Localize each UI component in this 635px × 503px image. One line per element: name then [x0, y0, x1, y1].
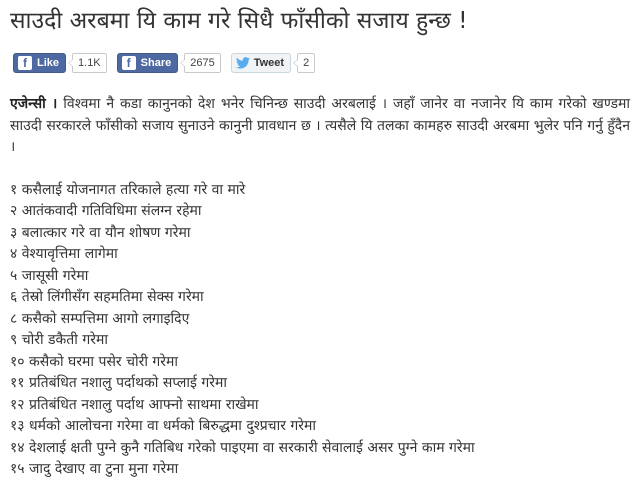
- facebook-like-count: 1.1K: [72, 53, 107, 73]
- article-body: [10, 94, 630, 481]
- list-item: ४ वेश्यावृत्तिमा लागेमा: [10, 246, 118, 262]
- list-item: २ आतंकवादी गतिविधिमा संलग्न रहेमा: [10, 203, 202, 219]
- facebook-icon: f: [122, 56, 136, 70]
- tweet-button[interactable]: [231, 53, 291, 73]
- list-item: ५ जासूसी गरेमा: [10, 267, 89, 284]
- twitter-bird-icon: [236, 57, 250, 69]
- tweet-label: Tweet: [253, 57, 285, 69]
- intro-text: विश्वमा नै कडा कानुनको देश भनेर चिनिन्छ साउदी अरबलाई । जहाँ जानेर वा नजानेर यि काम गरेको खण्डमा साउदी सरकारले फाँसीको सजाय सुनाउने कानुनी प्रावधान छ । त्यसैले यि तलका कामहरु साउदी अरबमा भुलेर पनि गर्नु हुँदैन ।: [10, 96, 630, 155]
- list-item: १ कसैलाई योजनागत तरिकाले हत्या गरे वा मारे: [10, 181, 246, 198]
- list-item: १४ देशलाई क्षती पुग्ने कुनै गतिबिध गरेको पाइएमा वा सरकारी सेवालाई असर पुग्ने काम गरेमा: [10, 439, 475, 456]
- share-bar: [13, 53, 315, 73]
- tweet-group: [231, 53, 315, 73]
- list-item: ११ प्रतिबंधित नशालु पर्दाथको सप्लाई गरेमा: [10, 375, 227, 391]
- list-item: ९ चोरी डकैती गरेमा: [10, 332, 108, 348]
- tweet-count: 2: [297, 53, 315, 73]
- article-intro: [10, 94, 630, 159]
- list-item: १५ जादु देखाए वा टुना मुना गरेमा: [10, 461, 179, 477]
- list-item: १२ प्रतिबंधित नशालु पर्दाथ आफ्नो साथमा राखेमा: [10, 396, 259, 413]
- list-item: ८ कसैको सम्पत्तिमा आगो लगाइदिए: [10, 310, 190, 327]
- facebook-icon: f: [18, 56, 32, 70]
- facebook-like-button[interactable]: [13, 53, 66, 73]
- list-item: १० कसैको घरमा पसेर चोरी गरेमा: [10, 353, 179, 370]
- offense-list: [10, 180, 630, 481]
- facebook-share-count: 2675: [184, 53, 220, 73]
- fb-share-group: [117, 53, 221, 73]
- facebook-share-label: Share: [140, 57, 172, 69]
- list-item: ३ बलात्कार गरे वा यौन शोषण गरेमा: [10, 224, 191, 241]
- agency-byline: एजेन्सी ।: [10, 96, 58, 112]
- facebook-like-label: Like: [37, 57, 60, 69]
- facebook-share-button[interactable]: [117, 53, 179, 73]
- list-item: ६ तेस्रो लिंगीसँग सहमतिमा सेक्स गरेमा: [10, 289, 204, 305]
- fb-like-group: [13, 53, 107, 73]
- page-title: साउदी अरबमा यि काम गरे सिधै फाँसीको सजाय हुन्छ !: [10, 8, 468, 34]
- list-item: १३ धर्मको आलोचना गरेमा वा धर्मको बिरुद्धमा दुश्प्रचार गरेमा: [10, 418, 316, 434]
